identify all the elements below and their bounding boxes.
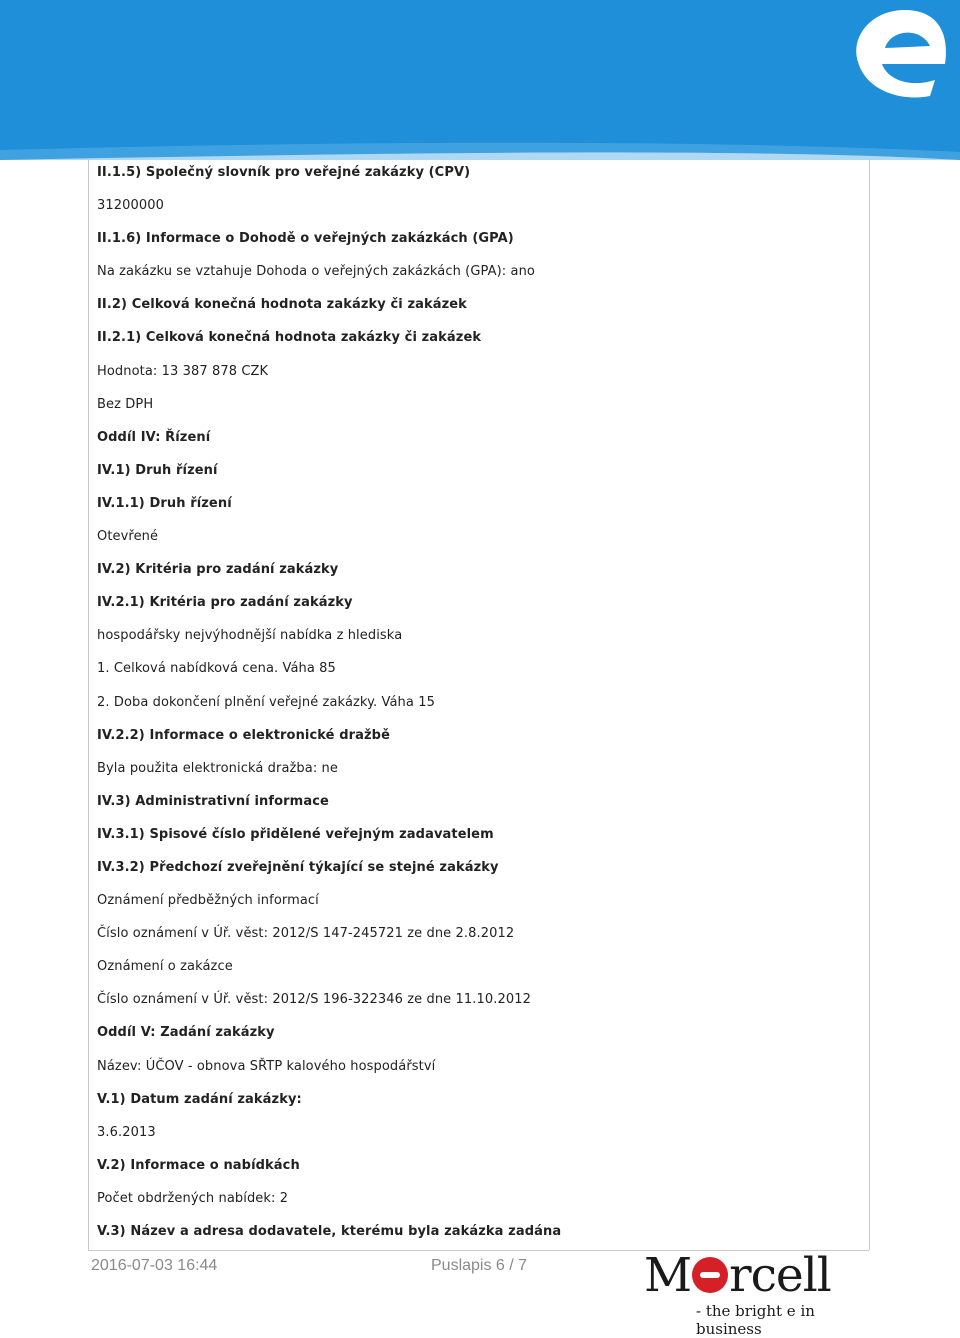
section-heading: II.1.5) Společný slovník pro veřejné zakázky (CPV): [97, 165, 471, 180]
document-body: [97, 163, 857, 1255]
body-text: 1. Celková nabídková cena. Váha 85: [97, 661, 336, 677]
body-text: Počet obdržených nabídek: 2: [97, 1190, 289, 1206]
body-text: Na zakázku se vztahuje Dohoda o veřejných zakázkách (GPA): ano: [97, 264, 535, 280]
body-text: Hodnota: 13 387 878 CZK: [97, 363, 269, 379]
body-text: Oznámení o zakázce: [97, 959, 233, 975]
body-text: 3.6.2013: [97, 1124, 156, 1140]
section-heading: V.3) Název a adresa dodavatele, kterému byla zakázka zadána: [97, 1224, 562, 1239]
body-text: Číslo oznámení v Úř. věst: 2012/S 147-245721 ze dne 2.8.2012: [97, 926, 515, 942]
body-text: Bez DPH: [97, 396, 154, 412]
marcell-logo: [640, 1248, 870, 1338]
section-heading: IV.3) Administrativní informace: [97, 793, 329, 809]
section-heading: IV.3.1) Spisové číslo přidělené veřejným zadavatelem: [97, 826, 494, 842]
logo-letters-rest: rcell: [729, 1248, 831, 1303]
section-heading: II.2.1) Celková konečná hodnota zakázky či zakázek: [97, 330, 482, 346]
section-heading: IV.1.1) Druh řízení: [97, 495, 232, 511]
body-text: Název: ÚČOV - obnova SŘTP kalového hospodářství: [97, 1058, 436, 1074]
body-text: hospodářsky nejvýhodnější nabídka z hlediska: [97, 628, 403, 644]
section-heading: IV.2.2) Informace o elektronické dražbě: [97, 727, 390, 743]
footer-page-number: Puslapis 6 / 7: [431, 1257, 528, 1274]
header-banner: [0, 0, 960, 160]
section-heading: Oddíl V: Zadání zakázky: [97, 1025, 275, 1041]
section-heading: II.2) Celková konečná hodnota zakázky či zakázek: [97, 297, 467, 313]
section-heading: Oddíl IV: Řízení: [97, 429, 211, 445]
body-text: Otevřené: [97, 529, 159, 545]
body-text: 31200000: [97, 198, 164, 214]
section-heading: V.1) Datum zadání zakázky:: [97, 1091, 302, 1107]
body-text: 2. Doba dokončení plnění veřejné zakázky. Váha 15: [97, 694, 435, 710]
section-heading: IV.2) Kritéria pro zadání zakázky: [97, 562, 339, 578]
section-heading: V.2) Informace o nabídkách: [97, 1157, 300, 1173]
body-text: Byla použita elektronická dražba: ne: [97, 760, 338, 776]
header-wave-graphic: [0, 0, 960, 160]
logo-e-icon: [692, 1257, 728, 1293]
body-text: Číslo oznámení v Úř. věst: 2012/S 196-322346 ze dne 11.10.2012: [97, 992, 531, 1008]
section-heading: IV.3.2) Předchozí zveřejnění týkající se stejné zakázky: [97, 859, 499, 875]
footer-date: 2016-07-03 16:44: [91, 1257, 218, 1274]
logo-letter-m: M: [644, 1248, 692, 1303]
section-heading: II.1.6) Informace o Dohodě o veřejných zakázkách (GPA): [97, 231, 514, 247]
logo-tagline: - the bright e in business: [696, 1302, 815, 1338]
logo-wordmark: [644, 1248, 831, 1303]
section-heading: IV.2.1) Kritéria pro zadání zakázky: [97, 595, 353, 611]
body-text: Oznámení předběžných informací: [97, 893, 319, 909]
section-heading: IV.1) Druh řízení: [97, 462, 218, 478]
